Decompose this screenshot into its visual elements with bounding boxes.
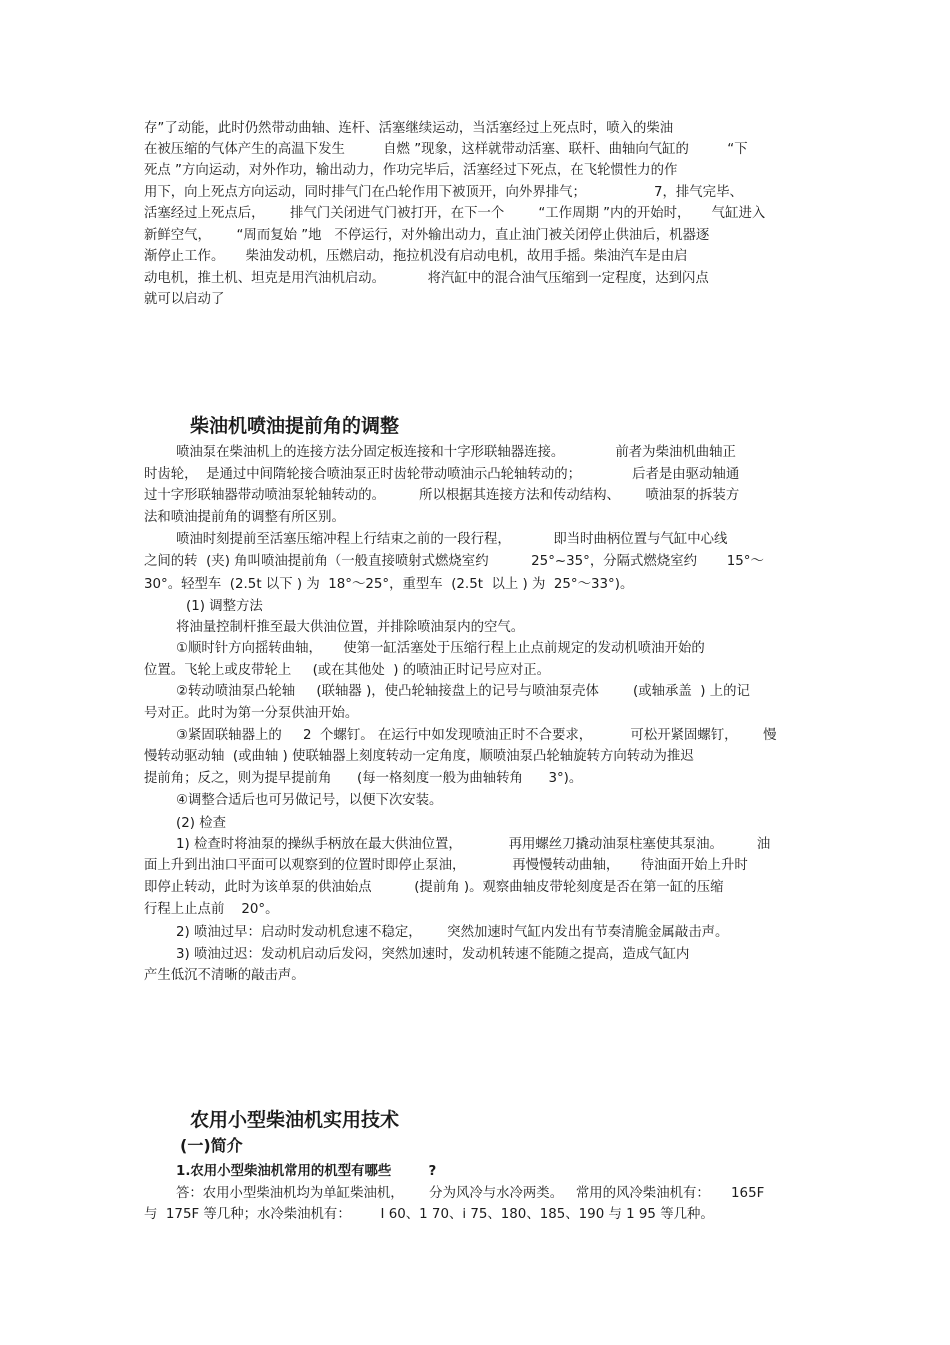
section-title-injection-angle: 柴油机喷油提前角的调整	[190, 415, 400, 437]
text-line: 号对正。此时为第一分泵供油开始。	[144, 706, 359, 721]
text-line: ②转动喷油泵凸轮轴 (联轴器 )，使凸轮轴接盘上的记号与喷油泵壳体 (或轴承盖 ) 上的记	[176, 684, 750, 699]
text-line: 即停止转动，此时为该单泵的供油始点 (提前角 )。观察曲轴皮带轮刻度是否在第一缸的压缩	[144, 880, 724, 895]
text-line: 法和喷油提前角的调整有所区别。	[144, 510, 345, 525]
subheading-adjust-method: (1) 调整方法	[186, 599, 263, 614]
text-line: 用下，向上死点方向运动，同时排气门在凸轮作用下被顶开，向外界排气； 7，排气完毕、	[144, 185, 743, 200]
text-line: 存”了动能，此时仍然带动曲轴、连杆、活塞继续运动，当活塞经过上死点时，喷入的柴油	[144, 121, 674, 136]
text-line: 时齿轮， 是通过中间隋轮接合喷油泵正时齿轮带动喷油示凸轮轴转动的； 后者是由驱动轴通	[144, 467, 740, 482]
section-subtitle-intro: (一)简介	[180, 1136, 243, 1155]
text-line: 3) 喷油过迟：发动机启动后发闷，突然加速时，发动机转速不能随之提高，造成气缸内	[176, 947, 690, 962]
question-line: 1.农用小型柴油机常用的机型有哪些 ?	[176, 1164, 437, 1179]
text-line: 就可以启动了	[144, 292, 225, 307]
text-line: 慢转动驱动轴 (或曲轴 ) 使联轴器上刻度转动一定角度，顺喷油泵凸轮轴旋转方向转动为推迟	[144, 749, 694, 764]
text-line: 2) 喷油过早：启动时发动机怠速不稳定， 突然加速时气缸内发出有节奏清脆金属敲击声。	[176, 925, 729, 940]
text-line: ③紧固联轴器上的 2 个螺钉。 在运行中如发现喷油正时不合要求， 可松开紧固螺钉， 慢	[176, 728, 777, 743]
text-line: 喷油时刻提前至活塞压缩冲程上行结束之前的一段行程， 即当时曲柄位置与气缸中心线	[176, 532, 728, 547]
text-line: 提前角；反之，则为提早提前角 (每一格刻度一般为曲轴转角 3°)。	[144, 771, 583, 786]
text-line: 将油量控制杆推至最大供油位置，并排除喷油泵内的空气。	[176, 620, 525, 635]
text-line: 死点 ”方向运动，对外作功，输出动力，作功完毕后，活塞经过下死点，在飞轮惯性力的作	[144, 163, 678, 178]
section-title-small-diesel: 农用小型柴油机实用技术	[190, 1109, 400, 1131]
text-line: 活塞经过上死点后， 排气门关闭进气门被打开，在下一个 “工作周期 ”内的开始时， 气缸进入	[144, 206, 766, 221]
text-line: 渐停止工作。 柴油发动机，压燃启动，拖拉机没有启动电机，故用手摇。柴油汽车是由启	[144, 249, 688, 264]
text-line: 行程上止点前 20°。	[144, 902, 279, 917]
text-line: ①顺时针方向摇转曲轴， 使第一缸活塞处于压缩行程上止点前规定的发动机喷油开始的	[176, 641, 705, 656]
subheading-check: (2) 检查	[176, 816, 227, 831]
text-line: 过十字形联轴器带动喷油泵轮轴转动的。 所以根据其连接方法和传动结构、 喷油泵的拆装方	[144, 488, 740, 503]
text-line: 新鲜空气， “周而复始 ”地 不停运行，对外输出动力，直止油门被关闭停止供油后，机器逐	[144, 228, 710, 243]
text-line: 1) 检查时将油泵的操纵手柄放在最大供油位置， 再用螺丝刀撬动油泵柱塞使其泵油。 油	[176, 837, 771, 852]
text-line: ④调整合适后也可另做记号，以便下次安装。	[176, 793, 443, 808]
text-line: 位置。飞轮上或皮带轮上 (或在其他处 ) 的喷油正时记号应对正。	[144, 663, 551, 678]
text-line: 30°。轻型车 (2.5t 以下 ) 为 18°～25°，重型车 (2.5t 以上 ) 为 25°～33°)。	[144, 577, 634, 592]
text-line: 在被压缩的气体产生的高温下发生 自燃 ”现象，这样就带动活塞、联杆、曲轴向气缸的 “下	[144, 142, 748, 157]
text-line: 喷油泵在柴油机上的连接方法分固定板连接和十字形联轴器连接。 前者为柴油机曲轴正	[176, 445, 736, 460]
text-line: 与 175F 等几种；水冷柴油机有： I 60、1 70、i 75、180、185、190 与 1 95 等几种。	[144, 1207, 714, 1222]
text-line: 面上升到出油口平面可以观察到的位置时即停止泵油， 再慢慢转动曲轴， 待油面开始上升时	[144, 858, 748, 873]
text-line: 产生低沉不清晰的敲击声。	[144, 968, 305, 983]
text-line: 答：农用小型柴油机均为单缸柴油机， 分为风冷与水冷两类。 常用的风冷柴油机有： 165F	[176, 1186, 765, 1201]
text-line: 动电机，推土机、坦克是用汽油机启动。 将汽缸中的混合油气压缩到一定程度，达到闪点	[144, 271, 709, 286]
text-line: 之间的转 (夹) 角叫喷油提前角（一般直接喷射式燃烧室约 25°~35°，分隔式燃烧室约 15°～	[144, 554, 764, 569]
